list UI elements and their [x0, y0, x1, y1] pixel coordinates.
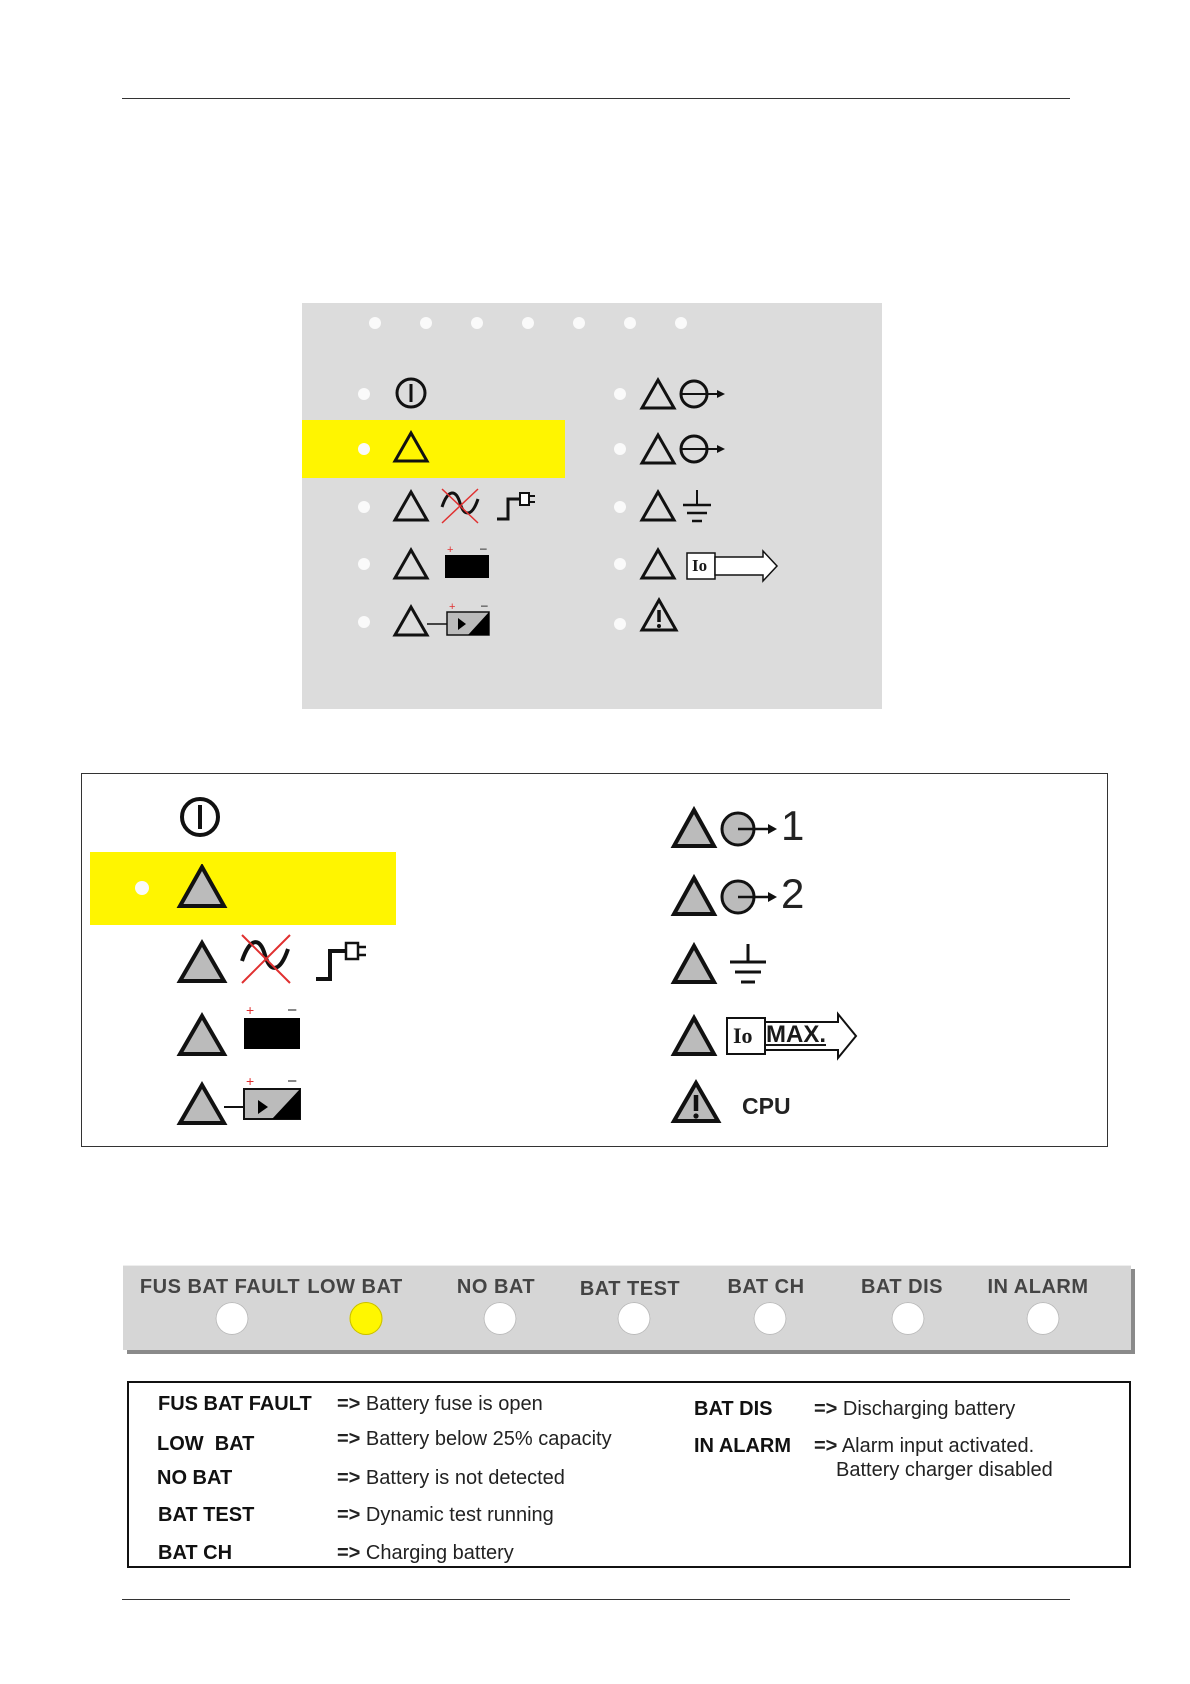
desc-value-bat-ch	[337, 1542, 514, 1565]
led-general-alarm	[358, 443, 370, 455]
top-led-5	[573, 317, 585, 329]
desc-text: Discharging battery	[842, 1398, 1016, 1420]
battery-test-icon	[392, 598, 502, 642]
arrow: =>	[337, 1542, 361, 1564]
legend-output-1-icon	[670, 804, 780, 856]
strip-led-in-alarm	[1027, 1302, 1060, 1335]
led-output-2	[614, 443, 626, 455]
desc-value-no-bat	[337, 1467, 565, 1490]
legend-output-2-icon	[670, 872, 780, 924]
strip-label-no-bat: NO BAT	[456, 1276, 536, 1298]
led-battery	[358, 558, 370, 570]
desc-value-in-alarm-line2: Battery charger disabled	[836, 1459, 1053, 1481]
footer-rule	[122, 1599, 1070, 1600]
top-led-2	[420, 317, 432, 329]
legend-io-label: Io	[733, 1023, 753, 1048]
icon-legend-box	[81, 773, 1108, 1147]
legend-overload-icon	[670, 1010, 860, 1062]
desc-text: Battery below 25% capacity	[365, 1428, 612, 1450]
desc-key-fus-bat-fault: FUS BAT FAULT	[158, 1393, 312, 1415]
overload-io-label: Io	[692, 556, 708, 575]
mains-fault-icon	[392, 483, 552, 527]
strip-led-bat-dis	[892, 1302, 925, 1335]
top-led-1	[369, 317, 381, 329]
arrow: =>	[337, 1504, 361, 1526]
battery-icon	[392, 541, 502, 585]
output-2-icon	[639, 430, 729, 470]
desc-key-no-bat: NO BAT	[157, 1467, 233, 1489]
strip-led-low-bat	[350, 1302, 383, 1335]
legend-power-icon	[177, 794, 223, 840]
legend-cpu-label: CPU	[742, 1093, 791, 1119]
desc-value-in-alarm	[814, 1435, 1034, 1458]
led-alarm	[614, 618, 626, 630]
strip-led-bat-test	[618, 1302, 651, 1335]
arrow: =>	[814, 1398, 838, 1420]
strip-label-bat-dis: BAT DIS	[860, 1276, 944, 1298]
desc-text: Dynamic test running	[365, 1504, 554, 1526]
svg-text:–: –	[481, 598, 488, 612]
led-overload	[614, 558, 626, 570]
legend-output-2-number: 2	[781, 870, 805, 917]
strip-led-bat-ch	[754, 1302, 787, 1335]
warning-triangle-icon	[392, 430, 430, 464]
desc-text: Charging battery	[365, 1542, 514, 1564]
legend-output-1-number: 1	[781, 802, 805, 849]
front-panel	[302, 303, 882, 709]
legend-max-label: MAX.	[766, 1021, 826, 1048]
desc-key-bat-dis: BAT DIS	[694, 1398, 773, 1420]
top-led-4	[522, 317, 534, 329]
svg-text:+: +	[447, 544, 454, 556]
strip-label-bat-ch: BAT CH	[727, 1276, 805, 1298]
battery-led-strip	[123, 1265, 1131, 1350]
overload-icon	[639, 541, 809, 585]
legend-alarm-icon	[670, 1079, 726, 1131]
desc-key-bat-test: BAT TEST	[158, 1504, 255, 1526]
legend-battery-test-icon	[176, 1071, 306, 1131]
arrow: =>	[337, 1467, 361, 1489]
top-led-7	[675, 317, 687, 329]
svg-text:+: +	[246, 1073, 255, 1089]
strip-label-low-bat: LOW BAT	[307, 1276, 403, 1298]
top-led-6	[624, 317, 636, 329]
desc-key-in-alarm: IN ALARM	[694, 1435, 792, 1457]
strip-led-no-bat	[484, 1302, 517, 1335]
header-rule	[122, 98, 1070, 99]
svg-text:+: +	[246, 1002, 255, 1018]
desc-text: Alarm input activated.	[841, 1435, 1035, 1457]
desc-text: Battery is not detected	[365, 1467, 565, 1489]
strip-label-bat-test: BAT TEST	[579, 1278, 681, 1300]
highlight-bar	[302, 420, 565, 478]
desc-value-bat-test	[337, 1504, 554, 1527]
svg-text:–: –	[288, 1002, 297, 1018]
desc-key-bat-ch: BAT CH	[158, 1542, 233, 1564]
arrow: =>	[814, 1435, 838, 1457]
led-earth	[614, 501, 626, 513]
strip-led-fus-bat-fault	[216, 1302, 249, 1335]
led-output-1	[614, 388, 626, 400]
battery-led-descriptions	[127, 1381, 1131, 1568]
led-power	[358, 388, 370, 400]
strip-label-in-alarm: IN ALARM	[987, 1276, 1089, 1298]
output-1-icon	[639, 375, 729, 415]
svg-text:+: +	[449, 601, 456, 613]
svg-text:–: –	[480, 541, 487, 555]
earth-icon	[639, 485, 719, 529]
legend-led	[135, 881, 149, 895]
desc-text: Battery fuse is open	[365, 1393, 543, 1415]
arrow: =>	[337, 1393, 361, 1415]
strip-label-fus-bat-fault: FUS BAT FAULT	[139, 1276, 301, 1298]
power-icon	[393, 375, 429, 411]
legend-battery-icon	[176, 1002, 306, 1062]
desc-key-low-bat: LOW BAT	[157, 1433, 255, 1455]
desc-value-bat-dis	[814, 1398, 1015, 1421]
legend-earth-icon	[670, 940, 780, 992]
desc-value-low-bat	[337, 1428, 612, 1451]
legend-warning-icon	[176, 864, 228, 910]
arrow: =>	[337, 1428, 361, 1450]
legend-mains-fault-icon	[176, 929, 386, 989]
top-led-3	[471, 317, 483, 329]
desc-value-fus-bat-fault	[337, 1393, 543, 1416]
alarm-icon	[639, 595, 683, 639]
led-mains-fault	[358, 501, 370, 513]
svg-text:–: –	[288, 1072, 297, 1089]
led-battery-test	[358, 616, 370, 628]
